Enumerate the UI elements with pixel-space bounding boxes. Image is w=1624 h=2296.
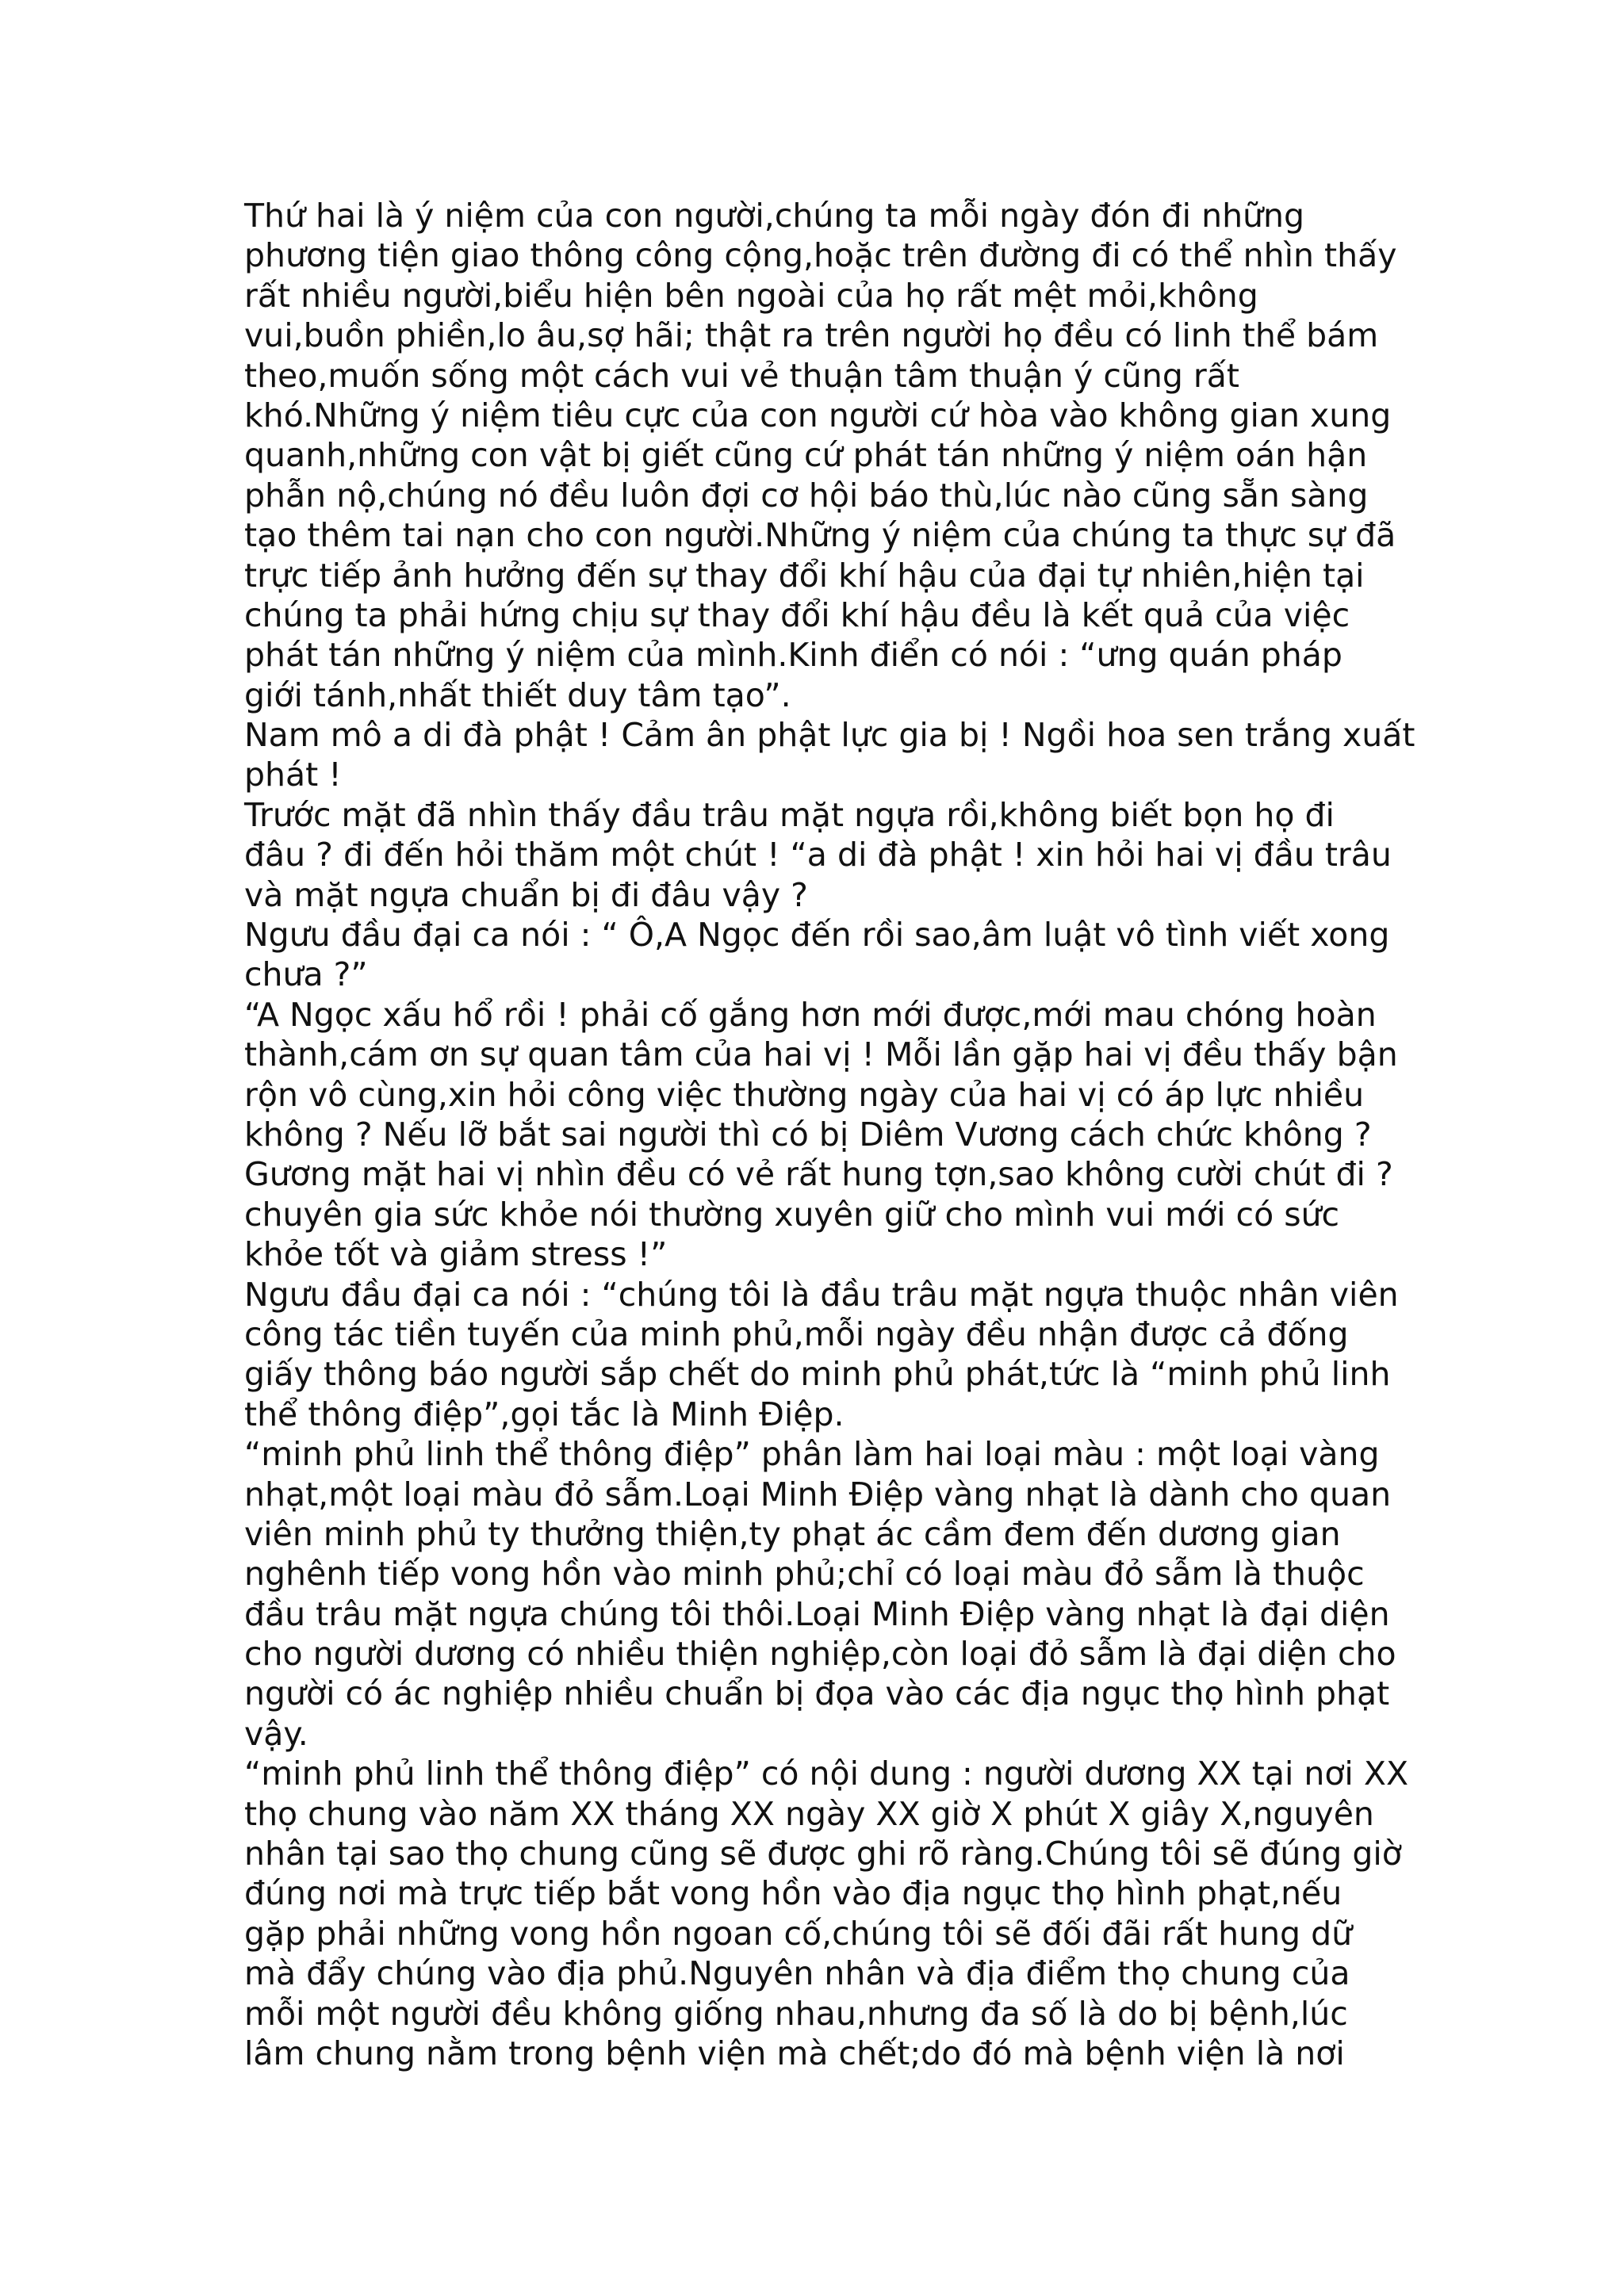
text-line: tạo thêm tai nạn cho con người.Những ý niệm của chúng ta thực sự đã — [244, 516, 1396, 555]
text-line: theo,muốn sống một cách vui vẻ thuận tâm thuận ý cũng rất — [244, 356, 1239, 395]
text-line: mỗi một người đều không giống nhau,nhưng đa số là do bị bệnh,lúc — [244, 1994, 1348, 2033]
document-body — [244, 196, 1415, 2073]
text-line: và mặt ngựa chuẩn bị đi đâu vậy ? — [244, 875, 808, 914]
text-line: giới tánh,nhất thiết duy tâm tạo”. — [244, 675, 791, 714]
text-line: rộn vô cùng,xin hỏi công việc thường ngày của hai vị có áp lực nhiều — [244, 1075, 1365, 1114]
text-line: rất nhiều người,biểu hiện bên ngoài của họ rất mệt mỏi,không — [244, 276, 1258, 315]
text-line: cho người dương có nhiều thiện nghiệp,còn loại đỏ sẫm là đại diện cho — [244, 1635, 1396, 1674]
text-line: phát ! — [244, 756, 342, 794]
text-line: “minh phủ linh thể thông điệp” phân làm hai loại màu : một loại vàng — [244, 1435, 1380, 1474]
text-line: mà đẩy chúng vào địa phủ.Nguyên nhân và địa điểm thọ chung của — [244, 1954, 1350, 1993]
text-line: đầu trâu mặt ngựa chúng tôi thôi.Loại Minh Điệp vàng nhạt là đại diện — [244, 1594, 1390, 1633]
text-line: trực tiếp ảnh hưởng đến sự thay đổi khí hậu của đại tự nhiên,hiện tại — [244, 556, 1365, 595]
text-line: vậy. — [244, 1714, 308, 1753]
text-line: nhân tại sao thọ chung cũng sẽ được ghi rõ ràng.Chúng tôi sẽ đúng giờ — [244, 1835, 1402, 1873]
text-line: Gương mặt hai vị nhìn đều có vẻ rất hung tợn,sao không cười chút đi ? — [244, 1155, 1393, 1194]
text-line: nhạt,một loại màu đỏ sẫm.Loại Minh Điệp vàng nhạt là dành cho quan — [244, 1475, 1392, 1513]
text-line: phương tiện giao thông công cộng,hoặc trên đường đi có thể nhìn thấy — [244, 236, 1397, 275]
text-line: Thứ hai là ý niệm của con người,chúng ta mỗi ngày đón đi những — [244, 197, 1305, 235]
text-line: Ngưu đầu đại ca nói : “ Ô,A Ngọc đến rồi sao,âm luật vô tình viết xong — [244, 916, 1390, 955]
text-line: không ? Nếu lỡ bắt sai người thì có bị Diêm Vương cách chức không ? — [244, 1115, 1372, 1154]
text-line: đúng nơi mà trực tiếp bắt vong hồn vào địa ngục thọ hình phạt,nếu — [244, 1874, 1342, 1913]
text-line: gặp phải những vong hồn ngoan cố,chúng tôi sẽ đối đãi rất hung dữ — [244, 1914, 1353, 1953]
text-line: khỏe tốt và giảm stress !” — [244, 1235, 668, 1274]
text-line: đâu ? đi đến hỏi thăm một chút ! “a di đà phật ! xin hỏi hai vị đầu trâu — [244, 836, 1392, 874]
text-line: chúng ta phải hứng chịu sự thay đổi khí hậu đều là kết quả của việc — [244, 595, 1350, 634]
text-line: Trước mặt đã nhìn thấy đầu trâu mặt ngựa rồi,không biết bọn họ đi — [244, 795, 1335, 834]
text-line: chuyên gia sức khỏe nói thường xuyên giữ cho mình vui mới có sức — [244, 1195, 1340, 1234]
text-line: Ngưu đầu đại ca nói : “chúng tôi là đầu trâu mặt ngựa thuộc nhân viên — [244, 1275, 1399, 1314]
text-line: khó.Những ý niệm tiêu cực của con người cứ hòa vào không gian xung — [244, 396, 1392, 434]
text-line: “A Ngọc xấu hổ rồi ! phải cố gắng hơn mới được,mới mau chóng hoàn — [244, 995, 1377, 1034]
text-line: công tác tiền tuyến của minh phủ,mỗi ngày đều nhận được cả đống — [244, 1314, 1349, 1353]
text-line: thành,cám ơn sự quan tâm của hai vị ! Mỗi lần gặp hai vị đều thấy bận — [244, 1035, 1398, 1074]
text-line: Nam mô a di đà phật ! Cảm ân phật lực gia bị ! Ngồi hoa sen trắng xuất — [244, 716, 1415, 755]
text-line: nghênh tiếp vong hồn vào minh phủ;chỉ có loại màu đỏ sẫm là thuộc — [244, 1555, 1365, 1594]
text-line: thọ chung vào năm XX tháng XX ngày XX giờ X phút X giây X,nguyên — [244, 1794, 1374, 1833]
text-line: giấy thông báo người sắp chết do minh phủ phát,tức là “minh phủ linh — [244, 1355, 1391, 1394]
text-line: “minh phủ linh thể thông điệp” có nội dung : người dương XX tại nơi XX — [244, 1755, 1409, 1793]
text-line: thể thông điệp”,gọi tắc là Minh Điệp. — [244, 1395, 845, 1433]
text-line: vui,buồn phiền,lo âu,sợ hãi; thật ra trên người họ đều có linh thể bám — [244, 316, 1379, 355]
text-line: quanh,những con vật bị giết cũng cứ phát tán những ý niệm oán hận — [244, 436, 1368, 475]
text-line: phát tán những ý niệm của mình.Kinh điển có nói : “ưng quán pháp — [244, 636, 1342, 675]
text-line: lâm chung nằm trong bệnh viện mà chết;do đó mà bệnh viện là nơi — [244, 2034, 1345, 2072]
text-line: phẫn nộ,chúng nó đều luôn đợi cơ hội báo thù,lúc nào cũng sẵn sàng — [244, 476, 1369, 515]
text-line: viên minh phủ ty thưởng thiện,ty phạt ác cầm đem đến dương gian — [244, 1514, 1341, 1553]
text-line: chưa ?” — [244, 955, 368, 994]
text-line: người có ác nghiệp nhiều chuẩn bị đọa vào các địa ngục thọ hình phạt — [244, 1674, 1390, 1713]
